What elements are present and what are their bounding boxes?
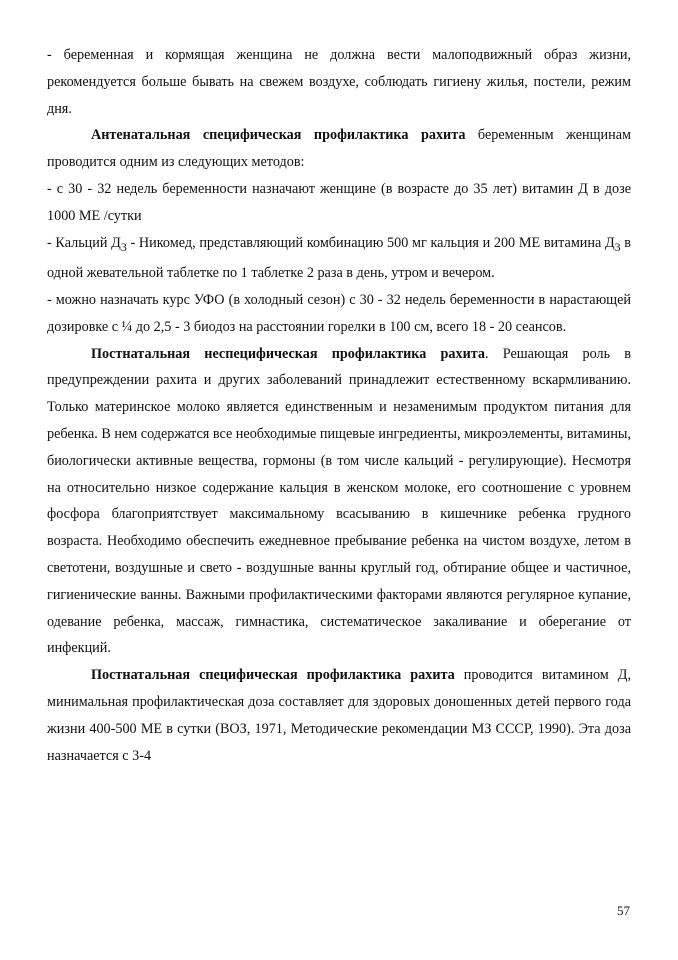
subscript-3: 3 [614,239,621,254]
paragraph-calcium-d3 [47,230,631,287]
calcium-d3-text-b: - Никомед, представляющий комбинацию 500 мг кальция и 200 МЕ витамина Д [126,234,615,251]
postnatal-specific-text: проводится витамином Д, минимальная профилактическая доза составляет для здоровых доношенных детей первого года жизни 400-500 МЕ в сутки (ВОЗ, 1971, Методические рекомендации МЗ СССР, 1990). Эта доза назначается с 3-4 [47,667,631,764]
paragraph-lifestyle: - беременная и кормящая женщина не должна вести малоподвижный образ жизни, рекомендуется больше бывать на свежем воздухе, соблюдать гигиену жилья, постели, режим дня. [47,47,631,117]
calcium-d3-text-a: - Кальций Д [47,234,121,251]
heading-postnatal-nonspecific: Постнатальная неспецифическая профилактика рахита [91,345,485,362]
heading-antenatal-specific: Антенатальная специфическая профилактика рахита [91,127,466,144]
calcium-d3-text-c: в одной жевательной таблетке по 1 таблетке 2 раза в день, утром и вечером. [47,234,632,282]
heading-postnatal-specific: Постнатальная специфическая профилактика рахита [91,667,455,684]
paragraph-uv-course: - можно назначать курс УФО (в холодный сезон) с 30 - 32 недель беременности в нарастающей дозировке с ¼ до 2,5 - 3 биодоз на расстоянии горелки в 100 см, всего 18 - 20 сеансов. [47,292,631,335]
subscript-3: 3 [120,239,127,254]
antenatal-specific-text: беременным женщинам проводится одним из следующих методов: [47,127,631,171]
page-number: 57 [617,903,630,918]
page-body [47,42,631,769]
paragraph-postnatal-specific [47,662,631,769]
postnatal-nonspecific-text: . Решающая роль в предупреждении рахита и других заболеваний принадлежит естественному вскармливанию. Только материнское молоко является единственным и незаменимым продуктом питания для ребенка. В нем содержатся все необходимые пищевые ингредиенты, микроэлементы, витамины, биологически активные вещества, гормоны (в том числе кальций - регулирующие). Несмотря на относительно низкое содержание кальция в женском молоке, его соотношение с уровнем фосфора благоприятствует максимальному всасыванию в кишечнике ребенка грудного возраста. Необходимо обеспечить ежедневное пребывание ребенка на чистом воздухе, летом в светотени, воздушные и свето - воздушные ванны круглый год, обтирание общее и частичное, гигиенические ванны. Важными профилактическими факторами являются регулярное купание, одевание ребенка, массаж, гимнастика, систематическое закаливание и оберегание от инфекций. [47,345,632,657]
paragraph-vitamin-d-dose: - с 30 - 32 недель беременности назначают женщине (в возрасте до 35 лет) витамин Д в дозе 1000 МЕ /сутки [47,180,631,224]
paragraph-antenatal-specific [47,122,631,176]
paragraph-postnatal-nonspecific [47,341,631,663]
